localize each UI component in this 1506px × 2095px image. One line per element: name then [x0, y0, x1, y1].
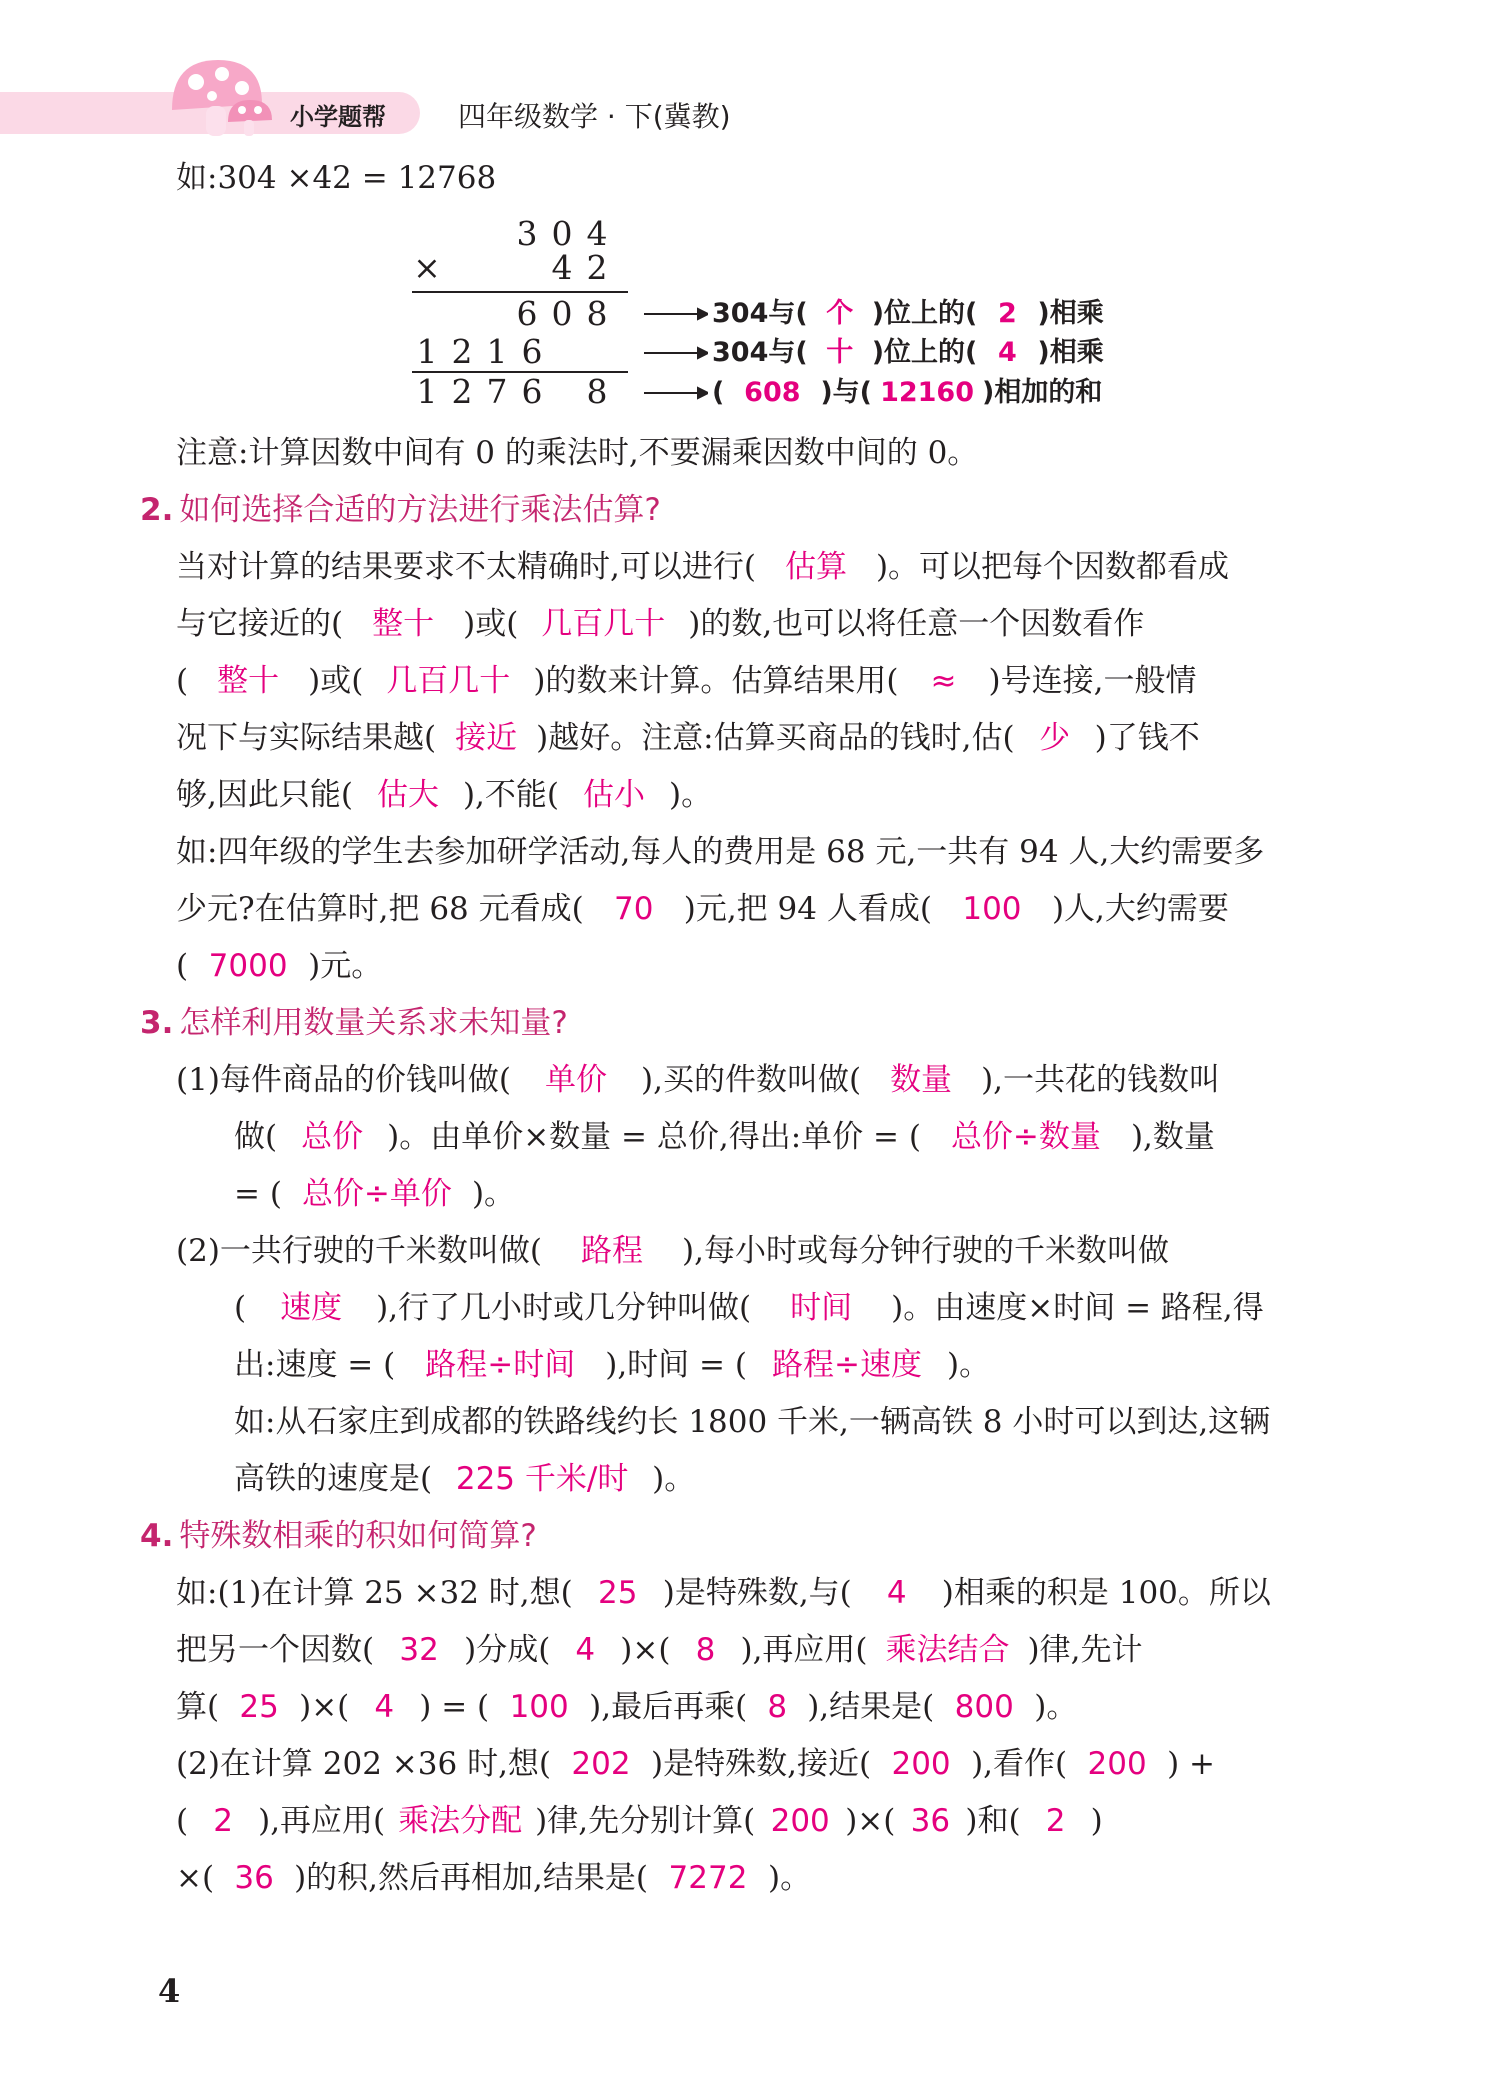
page-number: 4	[158, 1972, 181, 2010]
example-equation: 如:304 ×42 = 12768	[176, 160, 497, 196]
note: 注意:计算因数中间有 0 的乘法时,不要漏乘因数中间的 0。	[176, 435, 979, 471]
digit: 0	[551, 294, 573, 333]
q3-example-2: 高铁的速度是( 225 千米/时 )。	[234, 1461, 696, 1497]
q2-line-5: 够,因此只能( 估大 ),不能( 估小 )。	[176, 777, 713, 813]
q3-p2-line-3: 出:速度 = ( 路程÷时间 ),时间 = ( 路程÷速度 )。	[234, 1347, 991, 1383]
digit: 8	[586, 372, 608, 411]
q2-example-2: 少元?在估算时,把 68 元看成( 70 )元,把 94 人看成( 100 )人,大约需要	[176, 891, 1229, 927]
q3-p1-line-2: 做( 总价 )。由单价×数量 = 总价,得出:单价 = ( 总价÷数量 ),数量	[234, 1119, 1215, 1155]
book-title: 四年级数学 · 下(冀教)	[458, 100, 731, 133]
partial-label-2: 304与( 十 )位上的( 4 )相乘	[712, 337, 1104, 368]
times-sign: ×	[413, 248, 441, 287]
digit: 2	[451, 372, 473, 411]
partial-label-3: ( 608 )与( 12160 )相加的和	[712, 377, 1103, 408]
small-mushroom-icon	[222, 96, 282, 140]
digit: 4	[551, 248, 573, 287]
question-3-heading: 3. 怎样利用数量关系求未知量?	[140, 1005, 568, 1041]
digit: 2	[586, 248, 608, 287]
q2-line-2: 与它接近的( 整十 )或( 几百几十 )的数,也可以将任意一个因数看作	[176, 606, 1145, 642]
digit: 2	[451, 332, 473, 371]
q4-r3: 算( 25 )×( 4 ) = ( 100 ),最后再乘( 8 ),结果是( 800 )。	[176, 1689, 1078, 1725]
digit: 6	[516, 294, 538, 333]
page-content	[140, 150, 1366, 1907]
digit: 6	[521, 372, 543, 411]
q4-s1: (2)在计算 202 ×36 时,想( 202 )是特殊数,接近( 200 ),看作( 200 ) +	[176, 1746, 1216, 1782]
q4-s3: ×( 36 )的积,然后再相加,结果是( 7272 )。	[176, 1860, 812, 1896]
q3-example-1: 如:从石家庄到成都的铁路线约长 1800 千米,一辆高铁 8 小时可以到达,这辆	[234, 1404, 1271, 1440]
question-2-heading: 2. 如何选择合适的方法进行乘法估算?	[140, 492, 661, 528]
digit: 1	[486, 332, 508, 371]
partial-label-1: 304与( 个 )位上的( 2 )相乘	[712, 298, 1104, 329]
question-4-heading: 4. 特殊数相乘的积如何简算?	[140, 1518, 537, 1554]
q2-line-3: ( 整十 )或( 几百几十 )的数来计算。估算结果用( ≈ )号连接,一般情	[176, 663, 1197, 699]
q2-example-1: 如:四年级的学生去参加研学活动,每人的费用是 68 元,一共有 94 人,大约需要多	[176, 834, 1265, 870]
q3-p2-line-2: ( 速度 ),行了几小时或几分钟叫做( 时间 )。由速度×时间 = 路程,得	[234, 1290, 1264, 1326]
q3-p1-line-3: = ( 总价÷单价 )。	[234, 1176, 516, 1212]
digit: 8	[586, 294, 608, 333]
q2-line-4: 况下与实际结果越( 接近 )越好。注意:估算买商品的钱时,估( 少 )了钱不	[176, 720, 1200, 756]
q2-line-1: 当对计算的结果要求不太精确时,可以进行( 估算 )。可以把每个因数都看成	[176, 549, 1230, 585]
digit: 1	[416, 372, 438, 411]
series-title: 小学题帮	[290, 103, 386, 131]
digit: 4	[586, 214, 608, 253]
digit: 0	[551, 214, 573, 253]
q3-p1-line-1: (1)每件商品的价钱叫做( 单价 ),买的件数叫做( 数量 ),一共花的钱数叫	[176, 1062, 1221, 1098]
digit: 7	[486, 372, 508, 411]
q4-r1: 如:(1)在计算 25 ×32 时,想( 25 )是特殊数,与( 4 )相乘的积是 100。所以	[176, 1575, 1271, 1611]
arrows	[642, 295, 708, 415]
divider-line	[412, 291, 628, 293]
q2-example-3: ( 7000 )元。	[176, 948, 383, 984]
q4-r2: 把另一个因数( 32 )分成( 4 )×( 8 ),再应用( 乘法结合 )律,先计	[176, 1632, 1143, 1668]
q3-p2-line-1: (2)一共行驶的千米数叫做( 路程 ),每小时或每分钟行驶的千米数叫做	[176, 1233, 1169, 1269]
digit: 6	[521, 332, 543, 371]
vertical-multiplication	[176, 213, 1366, 423]
q4-s2: ( 2 ),再应用( 乘法分配 )律,先分别计算( 200 )×( 36 )和( 2 )	[176, 1803, 1103, 1839]
digit: 3	[516, 214, 538, 253]
digit: 1	[416, 332, 438, 371]
